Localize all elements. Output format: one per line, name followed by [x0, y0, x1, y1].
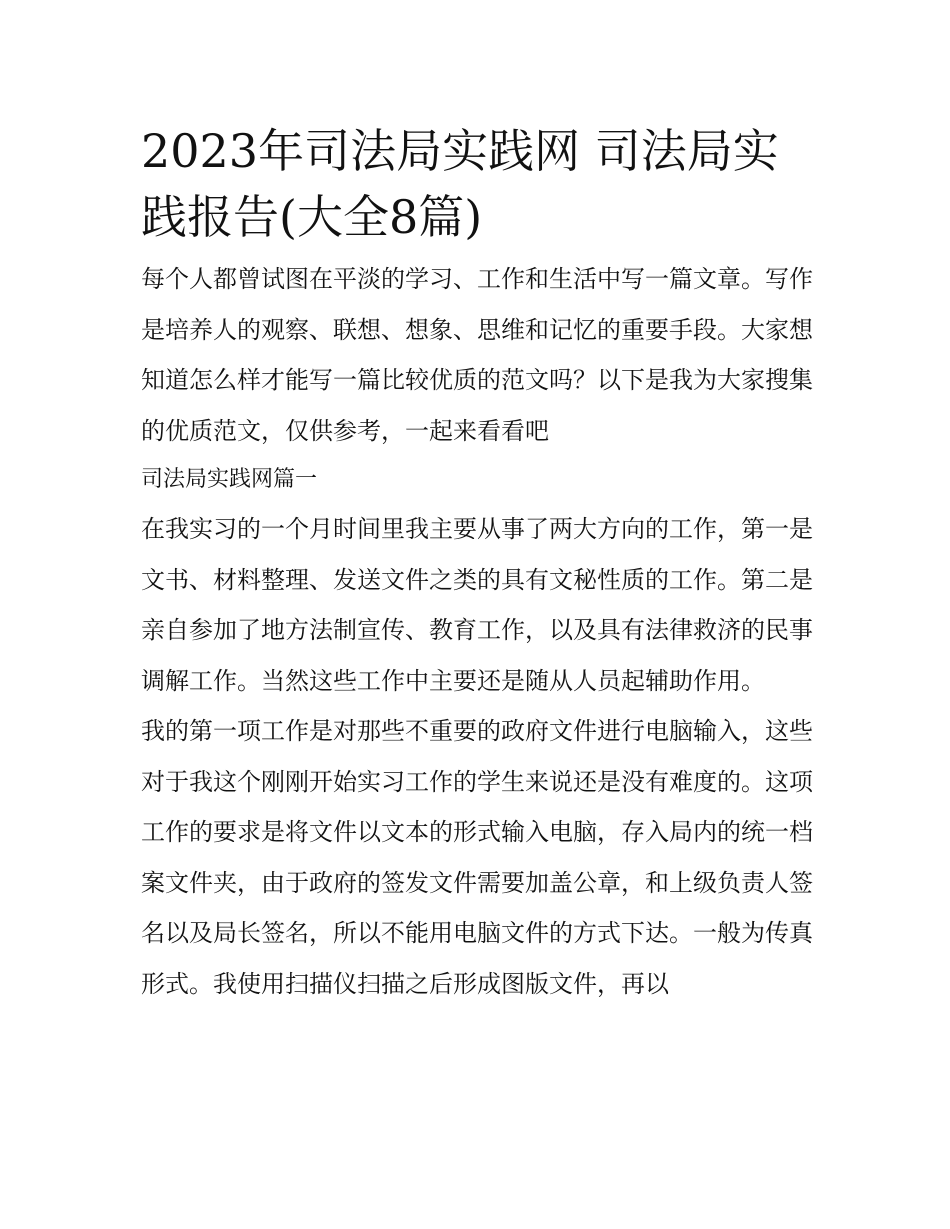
document-page	[141, 118, 813, 1009]
body-paragraph-2: 我的第一项工作是对那些不重要的政府文件进行电脑输入，这些对于我这个刚刚开始实习工作的学生来说还是没有难度的。这项工作的要求是将文件以文本的形式输入电脑，存入局内的统一档案文件夹，由于政府的签发文件需要加盖公章，和上级负责人签名以及局长签名，所以不能用电脑文件的方式下达。一般为传真形式。我使用扫描仪扫描之后形成图版文件，再以	[141, 717, 813, 998]
document-title: 2023年司法局实践网 司法局实践报告(大全8篇)	[141, 124, 779, 244]
intro-paragraph: 每个人都曾试图在平淡的学习、工作和生活中写一篇文章。写作是培养人的观察、联想、想象、思维和记忆的重要手段。大家想知道怎么样才能写一篇比较优质的范文吗？以下是我为大家搜集的优质范文，仅供参考，一起来看看吧	[141, 265, 813, 445]
body-paragraph-1: 在我实习的一个月时间里我主要从事了两大方向的工作，第一是文书、材料整理、发送文件之类的具有文秘性质的工作。第二是亲自参加了地方法制宣传、教育工作，以及具有法律救济的民事调解工作。当然这些工作中主要还是随从人员起辅助作用。	[141, 515, 813, 695]
section-heading: 司法局实践网篇一	[141, 467, 318, 492]
